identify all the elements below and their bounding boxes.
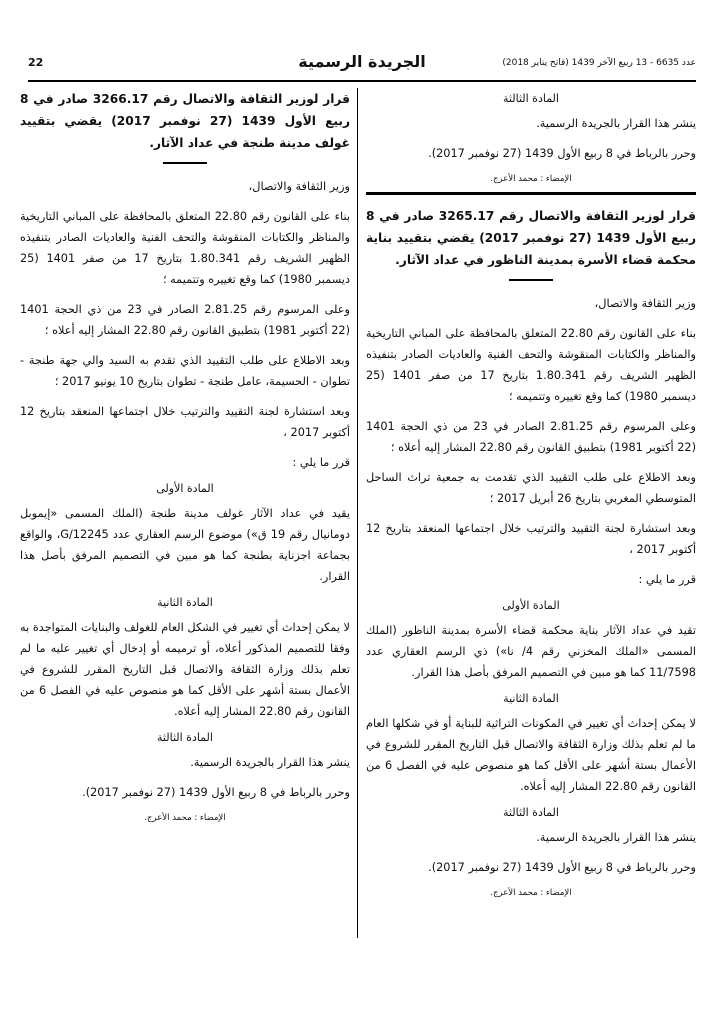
article-text: تقيد في عداد الآثار بناية محكمة قضاء الأسرة بمدينة الناظور (الملك المسمى «الملك المخزني رقم 4/ نا») ذي الرسم العقاري عدد 11/7598 كما هو مبين في التصميم المرفق بأصل هذا القرار.: [366, 624, 696, 679]
section-rule: [366, 192, 696, 195]
publication-title: الجريدة الرسمية: [298, 52, 426, 71]
article-text: ينشر هذا القرار بالجريدة الرسمية.: [536, 117, 696, 130]
preamble-paragraph: وبعد استشارة لجنة التقييد والترتيب خلال اجتماعها المنعقد بتاريخ 12 أكتوبر 2017 ،: [366, 522, 696, 556]
column-divider: [357, 88, 358, 938]
article-text: ينشر هذا القرار بالجريدة الرسمية.: [536, 831, 696, 844]
left-column: [20, 88, 350, 829]
page-number: 22: [28, 56, 44, 69]
preamble-paragraph: وبعد الاطلاع على طلب التقييد الذي تقدم به السيد والي جهة طنجة - تطوان - الحسيمة، عامل طنجة - تطوان بتاريخ 10 يونيو 2017 ؛: [20, 354, 350, 388]
article-heading: المادة الأولى: [156, 482, 214, 495]
preamble-paragraph: بناء على القانون رقم 22.80 المتعلق بالمحافظة على المباني التاريخية والمناظر والكتابات المنقوشة والتحف الفنية والعاديات الصادر بتنفيذه الظهير الشريف رقم 1.80.341 بتاريخ 17 من صفر 1401 (25 ديسمبر 1980) كما وقع تغييره وتتميمه ؛: [20, 210, 350, 286]
right-column: [366, 88, 696, 904]
article-heading: المادة الثالثة: [157, 731, 213, 744]
decision-date: وحرر بالرباط في 8 ربيع الأول 1439 (27 نوفمبر 2017).: [428, 147, 696, 160]
decides-line: قرر ما يلي :: [292, 456, 350, 469]
article-text: لا يمكن إحداث أي تغيير في الشكل العام للغولف والبنايات المتواجدة به وفقا للتصميم المذكور أعلاه، أو ترميمه أو إدخال أي تغيير عليه ما لم تعلم بذلك وزارة الثقافة والاتصال قبل التاريخ المقرر للشروع في الأعمال بستة أشهر على الأقل كما هو منصوص عليه في الفصل 6 من القانون رقم 22.80 المشار إليه أعلاه.: [20, 621, 350, 718]
article-heading: المادة الأولى: [502, 599, 560, 612]
header-rule: [28, 80, 696, 82]
decision-date: وحرر بالرباط في 8 ربيع الأول 1439 (27 نوفمبر 2017).: [82, 786, 350, 799]
preamble-paragraph: وبعد استشارة لجنة التقييد والترتيب خلال اجتماعها المنعقد بتاريخ 12 أكتوبر 2017 ،: [20, 405, 350, 439]
title-rule: [163, 162, 207, 164]
decides-line: قرر ما يلي :: [638, 573, 696, 586]
article-heading: المادة الثالثة: [503, 806, 559, 819]
issue-info: عدد 6635 - 13 ربيع الآخر 1439 (فاتح يناير 2018): [502, 58, 696, 68]
title-rule: [509, 279, 553, 281]
preamble-paragraph: بناء على القانون رقم 22.80 المتعلق بالمحافظة على المباني التاريخية والمناظر والكتابات المنقوشة والتحف الفنية والعاديات الصادر بتنفيذه الظهير الشريف رقم 1.80.341 بتاريخ 17 من صفر 1401 (25 ديسمبر 1980) كما وقع تغييره وتتميمه ؛: [366, 327, 696, 403]
article-text: لا يمكن إحداث أي تغيير في المكونات التراثية للبناية أو في شكلها العام ما لم تعلم بذلك وزارة الثقافة والاتصال قبل التاريخ المقرر للشروع في الأعمال بستة أشهر على الأقل كما هو منصوص عليه في الفصل 6 من القانون رقم 22.80 المشار إليه أعلاه.: [366, 717, 696, 793]
signature: الإمضاء : محمد الأعرج.: [490, 888, 572, 898]
article-text: يقيد في عداد الآثار غولف مدينة طنجة (الملك المسمى «إيموبل دومانيال رقم 19 ق») موضوع الرسم العقاري عدد G/12245، والواقع بجماعة اجزناية بطنجة كما هو مبين في التصميم المرفق بأصل هذا القرار.: [20, 507, 350, 583]
article-heading: المادة الثالثة: [503, 92, 559, 105]
minister-line: وزير الثقافة والاتصال،: [248, 180, 350, 193]
decision-title: قرار لوزير الثقافة والاتصال رقم 3265.17 صادر في 8 ربيع الأول 1439 (27 نوفمبر 2017) يقضي بتقييد بناية محكمة قضاء الأسرة بمدينة الناظور في عداد الآثار.: [366, 209, 696, 267]
article-heading: المادة الثانية: [503, 692, 559, 705]
preamble-paragraph: وبعد الاطلاع على طلب التقييد الذي تقدمت به جمعية تراث الساحل المتوسطي المغربي بتاريخ 26 أبريل 2017 ؛: [366, 471, 696, 505]
article-heading: المادة الثانية: [157, 596, 213, 609]
minister-line: وزير الثقافة والاتصال،: [594, 297, 696, 310]
preamble-paragraph: وعلى المرسوم رقم 2.81.25 الصادر في 23 من ذي الحجة 1401 (22 أكتوبر 1981) بتطبيق القانون رقم 22.80 المشار إليه أعلاه ؛: [366, 420, 696, 454]
signature: الإمضاء : محمد الأعرج.: [144, 813, 226, 823]
decision-date: وحرر بالرباط في 8 ربيع الأول 1439 (27 نوفمبر 2017).: [428, 861, 696, 874]
article-text: ينشر هذا القرار بالجريدة الرسمية.: [190, 756, 350, 769]
decision-title: قرار لوزير الثقافة والاتصال رقم 3266.17 صادر في 8 ربيع الأول 1439 (27 نوفمبر 2017) يقضي بتقييد غولف مدينة طنجة في عداد الآثار.: [20, 92, 350, 150]
page-header: [28, 52, 696, 78]
signature: الإمضاء : محمد الأعرج.: [490, 174, 572, 184]
preamble-paragraph: وعلى المرسوم رقم 2.81.25 الصادر في 23 من ذي الحجة 1401 (22 أكتوبر 1981) بتطبيق القانون رقم 22.80 المشار إليه أعلاه ؛: [20, 303, 350, 337]
